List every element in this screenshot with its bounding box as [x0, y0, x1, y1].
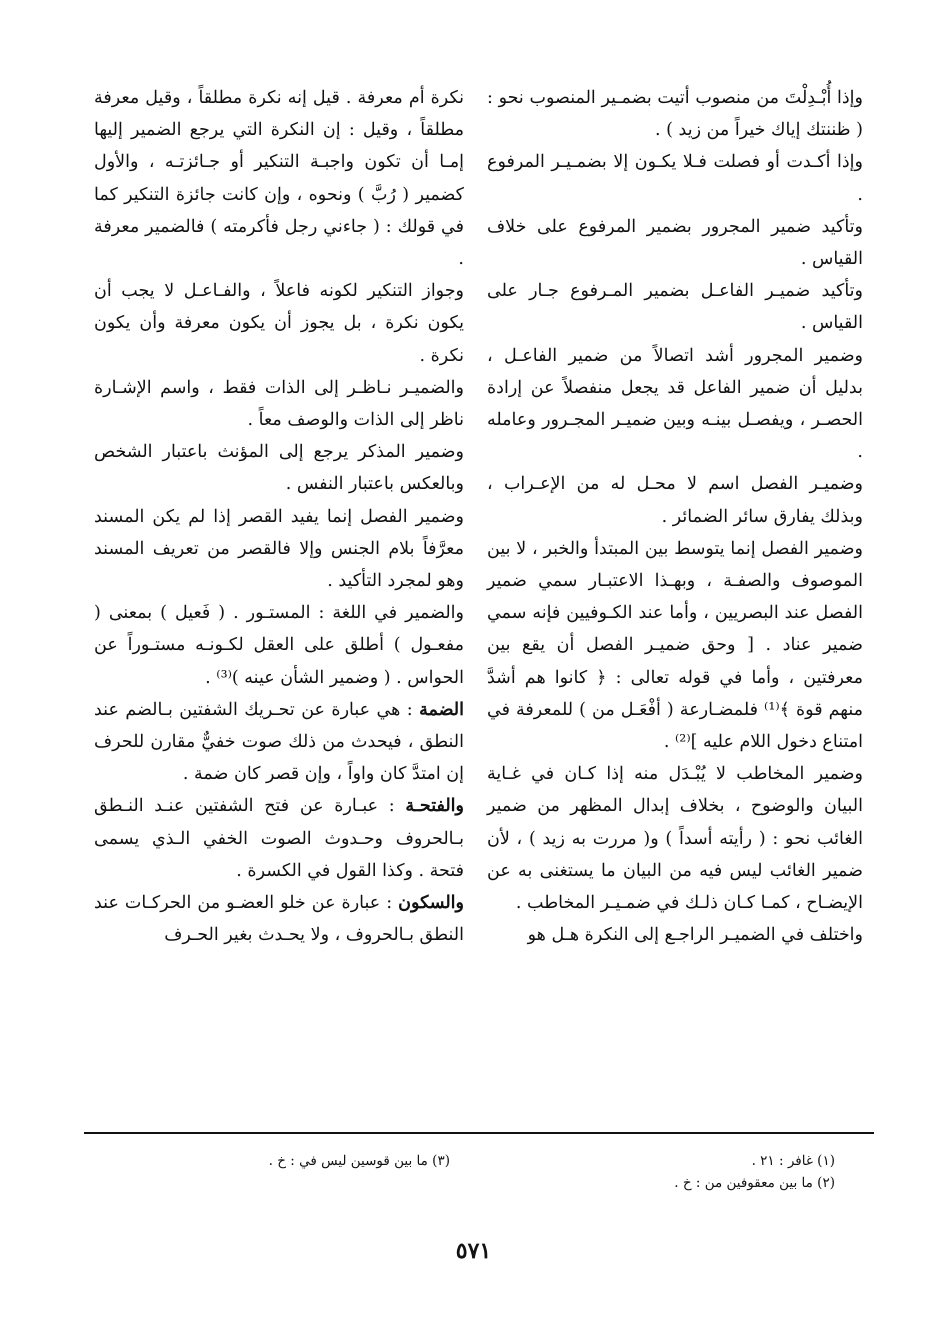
definition-text: : عبـارة عن فتح الشفتين عنـد النـطق بـالحروف وحـدوث الصوت الخفي الـذي يسمى فتحة . وكذا القول في الكسرة . [94, 796, 464, 881]
definition-paragraph [94, 694, 464, 791]
paragraph: وإذا أُبْـدِلْتَ من منصوب أتيت بضمـير المنصوب نحو : ( ظننتك إياك خيراً من زيد ) . [487, 88, 863, 141]
paragraph: وضميـر الفصل اسم لا محـل له من الإعـراب ، وبذلك يفارق سائر الضمائر . [487, 474, 863, 527]
footnote: (١) غافر : ٢١ . [751, 1153, 835, 1169]
page-number: ٥٧١ [455, 1238, 492, 1264]
footnote: (٣) ما بين قوسين ليس في : خ . [268, 1153, 450, 1169]
paragraph-text: وضمير الفصل إنما يفيد القصر إذا لم يكن المسند معرَّفاً بلام الجنس وإلا فالقصر من تعريف المسند وهو لمجرد التأكيد . [94, 506, 464, 592]
paragraph [94, 436, 464, 500]
definition-term: الضمة [419, 699, 464, 720]
definition-term: والسكون [398, 893, 464, 914]
paragraph [94, 82, 464, 275]
paragraph: وتأكيد ضمير المجرور بضمير المرفوع على خلاف القياس . [487, 216, 863, 270]
paragraph [94, 597, 464, 694]
definition-paragraph [94, 790, 464, 887]
paragraph: وتأكيد ضميـر الفاعـل بضمير المـرفوع جـار على القياس . [487, 281, 863, 334]
right-column [487, 82, 863, 951]
paragraph [94, 501, 464, 598]
definition-paragraph [94, 887, 464, 951]
paragraph-text: نكرة أم معرفة . قيل إنه نكرة مطلقاً ، وقيل معرفة مطلقاً ، وقيل : إن النكرة التي يرجع الضمير إليها إمـا أن تكون واجبـة التنكير أو جـائزتـه ، والأول كضمير ( رُبَّ ) ونحوه ، وإن كانت جائزة التنكير كما في قولك : ( جاءني رجل فأكرمته ) فالضمير معرفة . [94, 88, 464, 270]
paragraph [94, 275, 464, 372]
paragraph-text: والضميـر نـاظـر إلى الذات فقط ، واسم الإشـارة ناظر إلى الذات والوصف معاً . [94, 377, 464, 431]
footnote-divider [84, 1132, 874, 1134]
definition-text: : عبارة عن خلو العضـو من الحركـات عند النطق بـالحروف ، ولا يحـدث بغير الحـرف [94, 893, 464, 946]
paragraph-text: وضمير المذكر يرجع إلى المؤنث باعتبار الشخص وبالعكس باعتبار النفس . [94, 442, 464, 495]
paragraph: واختلف في الضميـر الراجـع إلى النكرة هـل هو [527, 925, 863, 946]
left-column [94, 82, 464, 951]
paragraph [94, 372, 464, 436]
footnotes-left [94, 1150, 450, 1172]
paragraph-text: وجواز التنكير لكونه فاعلاً ، والفـاعـل لا يجب أن يكون نكرة ، بل يجوز أن يكون معرفة وأن يكون نكرة . [94, 281, 464, 366]
paragraph: وإذا أكـدت أو فصلت فـلا يكـون إلا بضمـيـر المرفوع . [487, 152, 863, 205]
definition-text: : هي عبارة عن تحـريك الشفتين بـالضم عند النطق ، فيحدث من ذلك صوت خفيٌّ مقارن للحرف إن امتدَّ كان واواً ، وإن قصر كان ضمة . [94, 699, 464, 785]
paragraph-text: والضمير في اللغة : المستـور . ( فَعيل ) بمعنى ( مفعـول ) أطلق على العقل لكـونـه مستـوراً عن الحواس . ( وضمير الشأن عينه )⁽³⁾ . [94, 603, 464, 688]
footnotes-right [487, 1150, 835, 1194]
paragraph: وضمير المجرور أشد اتصالاً من ضمير الفاعـل ، بدليل أن ضمير الفاعل قد يجعل منفصلاً عن إرادة الحصـر ، ويفصـل بينـه وبين ضميـر المجـرور وعامله . [487, 345, 863, 463]
definition-term: والفتحـة [405, 796, 464, 817]
paragraph: وضمير الفصل إنما يتوسط بين المبتدأ والخبر ، لا بين الموصوف والصفـة ، وبهـذا الاعتبـار سمي ضمير الفصل عند البصريين ، وأما عند الكـوفيين فإنه سمي ضمير عناد . [ وحق ضميـر الفصل أن يقع بين معرفتين ، وأما في قوله تعالى : ﴿ كانوا هم أشدَّ منهم قوة ﴾⁽¹⁾ فلمضـارعة ( أفْعَـل من ) للمعرفة في امتناع دخول اللام عليه ]⁽²⁾ . [487, 538, 863, 753]
footnote: (٢) ما بين معقوفين من : خ . [674, 1175, 835, 1191]
paragraph: وضمير المخاطب لا يُبْـدَل منه إذا كـان في غـاية البيان والوضوح ، بخلاف إبدال المظهر من ضمير الغائب نحو : ( رأيته أسداً ) و( مررت به زيد ) ، لأن ضمير الغائب ليس فيه من البيان ما يستغنى به عن الإيضـاح ، كمـا كـان ذلـك في ضمـيـر المخاطب . [487, 764, 863, 914]
